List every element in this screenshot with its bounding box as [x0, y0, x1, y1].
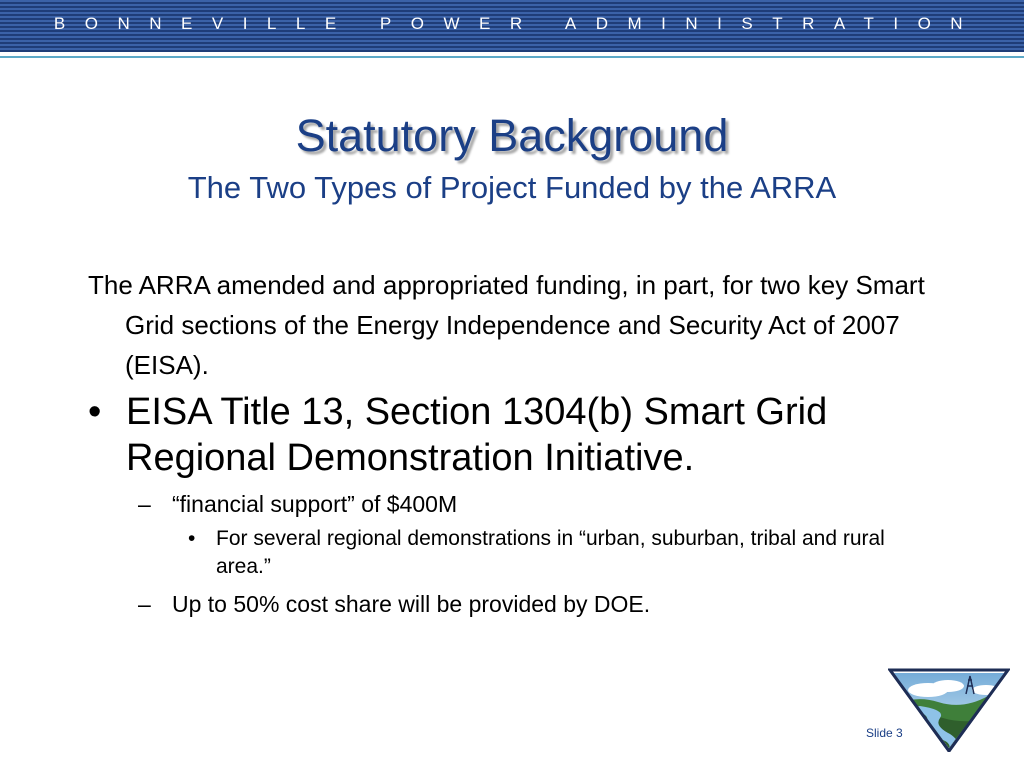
bullet-level3 [88, 525, 926, 581]
slide-title: Statutory Background [295, 110, 729, 161]
org-name: BONNEVILLE POWER ADMINISTRATION [53, 14, 983, 33]
header-divider [0, 56, 1024, 58]
dash-marker: – [138, 491, 151, 517]
slide-number: Slide 3 [866, 726, 903, 740]
bullet-level2 [88, 589, 948, 619]
bullet-marker: • [88, 391, 102, 433]
bullet-text: Up to 50% cost share will be provided by DOE. [172, 591, 651, 617]
slide-body [88, 265, 948, 625]
bullet-text: EISA Title 13, Section 1304(b) Smart Grid Regional Demonstration Initiative. [126, 391, 828, 479]
bpa-triangle-logo-icon [888, 668, 1010, 752]
dash-marker: – [138, 591, 151, 617]
slide-subtitle: The Two Types of Project Funded by the ARRA [187, 170, 837, 205]
bullet-level1 [88, 389, 948, 481]
intro-paragraph: The ARRA amended and appropriated funding, in part, for two key Smart Grid sections of the Energy Independence and Security Act of 2007 (EISA). [88, 270, 925, 380]
bullet-level2 [88, 489, 948, 519]
bullet-text: For several regional demonstrations in “urban, suburban, tribal and rural area.” [216, 527, 885, 578]
bullet-marker: • [188, 527, 196, 550]
bullet-text: “financial support” of $400M [172, 491, 458, 517]
